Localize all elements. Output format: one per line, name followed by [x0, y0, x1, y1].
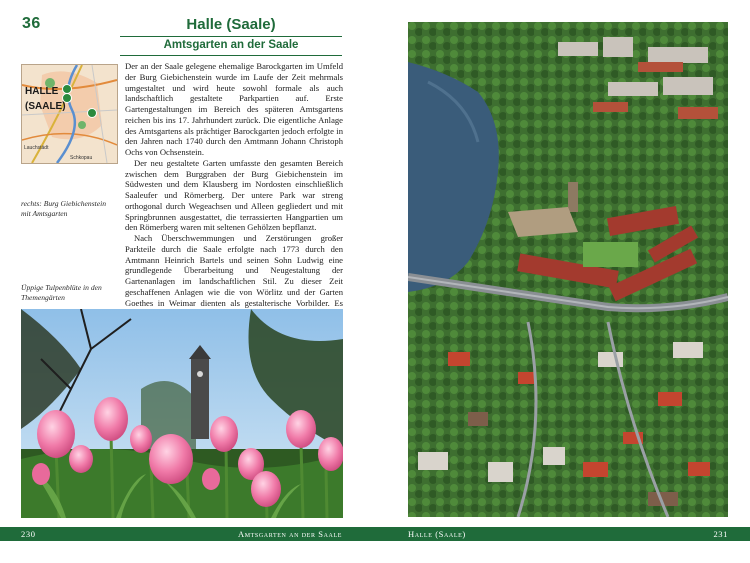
paragraph: Der an der Saale gelegene ehemalige Barockgarten im Umfeld der Burg Giebichenstein wurde im Laufe der Zeit mehrmals umgestaltet und wird heute sowohl formale als auch landschaftlich gestaltete Parkpartien auf. Erste Gartengestaltungen im Bereich des späteren Amtsgartens reichen bis ins 17. Jahrhundert zurück. Die eigentliche Anlage des Amtsgartens als prächtiger Barockgarten jedoch erfolgte in den Jahren nach 1740 durch den Amtmann Johann Christoph Ochs von Ochsenstein. [125, 61, 343, 157]
paragraph: Nach Überschwemmungen und Zerstörungen großer Parkteile durch die Saale erfolgte nach 1773 durch den Amtmann Heinrich Bartels und seinen Sohn Ludwig eine grundlegende Überarbeitung und Neugestaltung der Gartenanlagen im landschaftlichen Stil. Zu dieser Zeit geschaffenen Anlagen wie die von Wörlitz und der Garten Goethes in Weimar dienten als gestalterische Vorbilder. Es [125, 233, 343, 308]
map-river-label: (SAALE) [25, 101, 66, 112]
running-title: Halle (Saale) [408, 529, 466, 539]
location-map [21, 64, 118, 164]
chapter-number: 36 [22, 15, 41, 32]
section-title: Amtsgarten an der Saale [163, 39, 299, 51]
title-rule-bottom [120, 55, 342, 56]
caption-tulip: Üppige Tulpenblüte in den Themengärten [21, 283, 102, 302]
page-number: 231 [713, 529, 728, 539]
map-place-label: Lauchstädt [24, 145, 49, 151]
aerial-photo [408, 22, 728, 517]
map-city-label: HALLE [25, 86, 59, 97]
caption-burg: rechts: Burg Giebichenstein mit Amtsgarten [21, 199, 107, 218]
tulip-photo [21, 309, 343, 518]
chapter-title: Halle (Saale) [186, 16, 276, 33]
map-place-label: Schkopau [70, 155, 93, 161]
paragraph: Der neu gestaltete Garten umfasste den gesamten Bereich zwischen dem Burggraben der Burg Giebichenstein im Südwesten und dem Klausberg im Nordosten einschließlich Saaleufer und Römerberg. Der untere Park war streng orthogonal durch Wegeachsen und Alleen gegliedert und mit Springbrunnen ausgestattet, die terrassierten Hangpartien um den Römerberg waren mit seltenen Gehölzen bepflanzt. [125, 157, 343, 233]
running-title: Amtsgarten an der Saale [237, 529, 342, 539]
title-rule-top [120, 36, 342, 37]
right-page [375, 0, 750, 563]
footer-bar-left [0, 527, 375, 541]
page-number: 230 [21, 529, 36, 539]
body-text [125, 61, 343, 319]
footer-bar-right [375, 527, 750, 541]
